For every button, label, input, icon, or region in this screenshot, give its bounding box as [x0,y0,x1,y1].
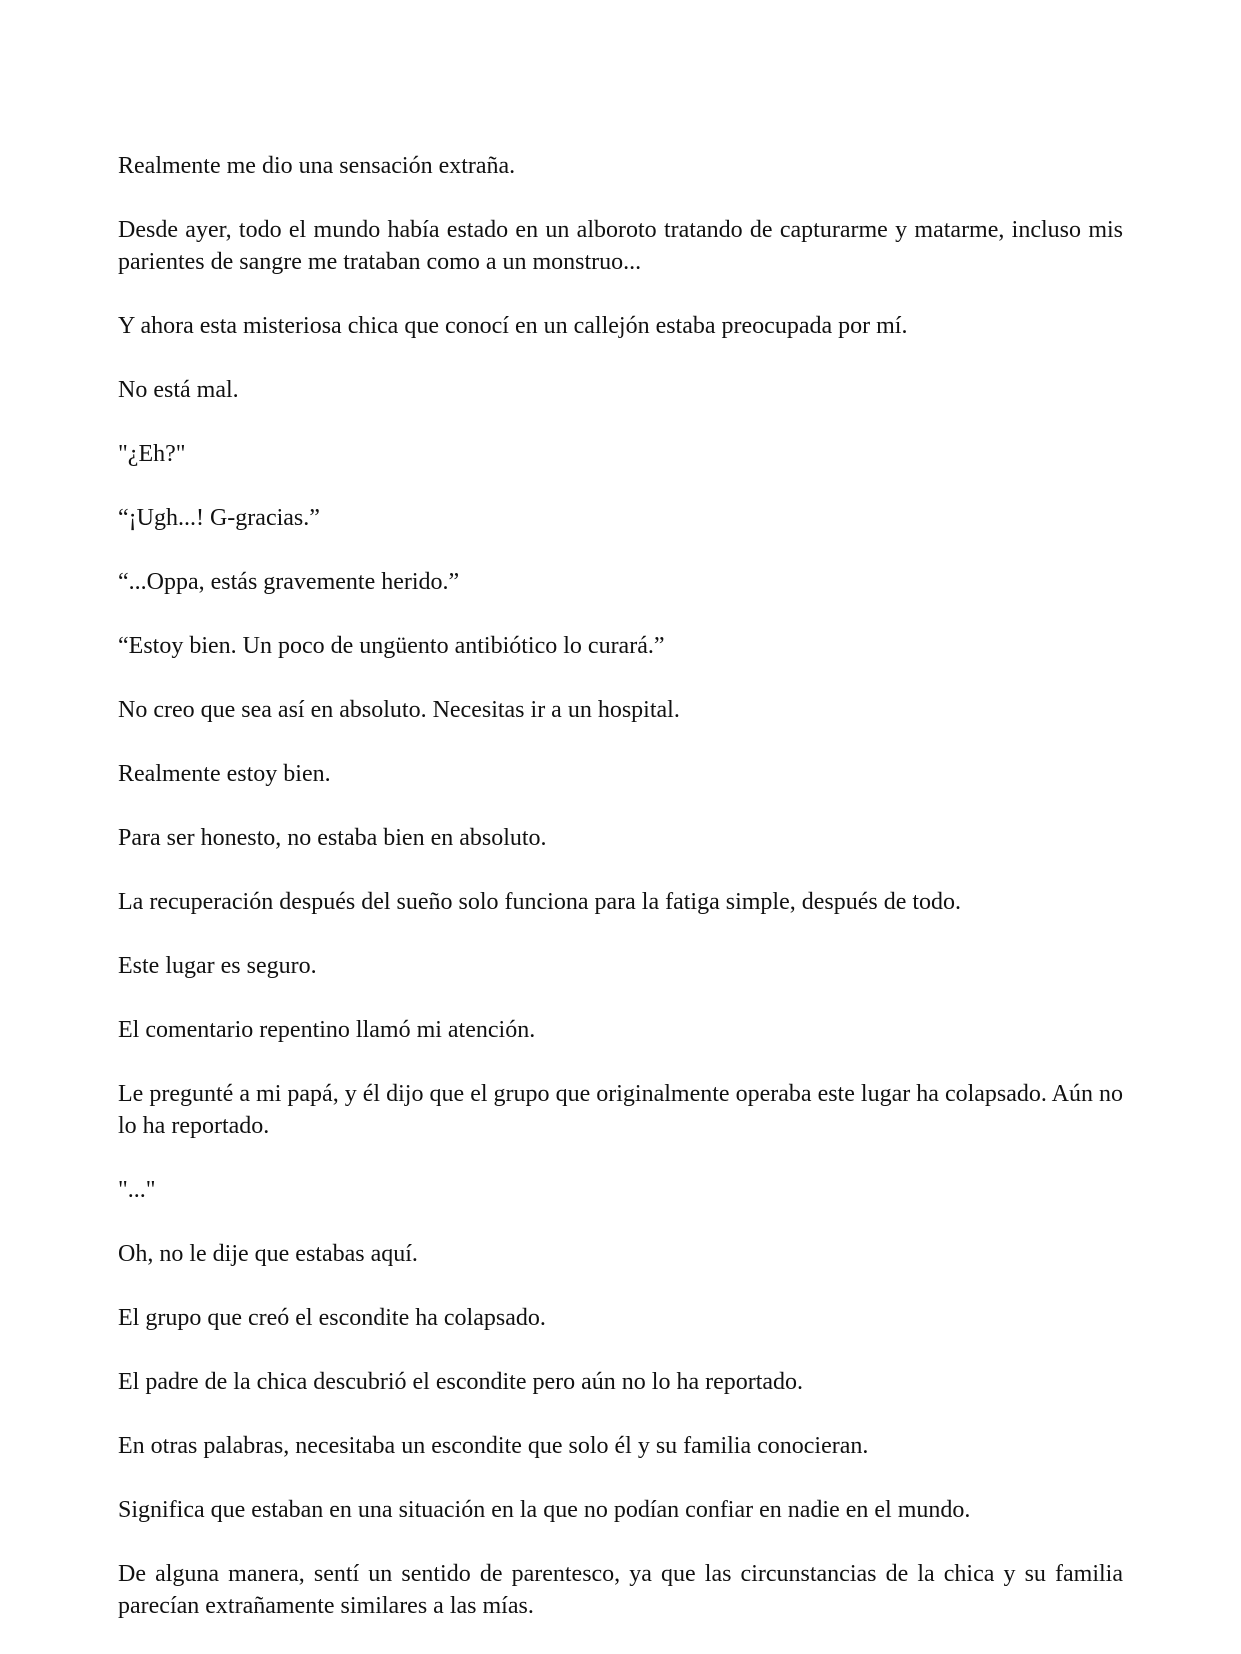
paragraph: Significa que estaban en una situación en la que no podían confiar en nadie en el mundo. [118,1497,971,1523]
paragraph: "..." [118,1177,156,1203]
paragraph: “¡Ugh...! G-gracias.” [118,505,320,531]
paragraph: No creo que sea así en absoluto. Necesitas ir a un hospital. [118,697,680,723]
paragraph: "¿Eh?" [118,441,186,467]
paragraph: El grupo que creó el escondite ha colapsado. [118,1305,546,1331]
paragraph: No está mal. [118,377,239,403]
paragraph: El comentario repentino llamó mi atención. [118,1017,536,1043]
paragraph: El padre de la chica descubrió el escondite pero aún no lo ha reportado. [118,1369,804,1395]
document-page [118,150,1123,1654]
paragraph: Este lugar es seguro. [118,953,317,979]
paragraph: Oh, no le dije que estabas aquí. [118,1241,418,1267]
paragraph: Y ahora esta misteriosa chica que conocí en un callejón estaba preocupada por mí. [118,313,908,339]
paragraph: En otras palabras, necesitaba un escondite que solo él y su familia conocieran. [118,1433,869,1459]
paragraph: Para ser honesto, no estaba bien en absoluto. [118,825,547,851]
paragraph: Realmente estoy bien. [118,761,331,787]
paragraph: Le pregunté a mi papá, y él dijo que el grupo que originalmente operaba este lugar ha colapsado. Aún no lo ha reportado. [118,1081,1123,1139]
paragraph: Desde ayer, todo el mundo había estado en un alboroto tratando de capturarme y matarme, incluso mis parientes de sangre me trataban como a un monstruo... [118,217,1123,275]
paragraph: “...Oppa, estás gravemente herido.” [118,569,460,595]
paragraph: “Estoy bien. Un poco de ungüento antibiótico lo curará.” [118,633,665,659]
paragraph: Realmente me dio una sensación extraña. [118,153,516,179]
paragraph: La recuperación después del sueño solo funciona para la fatiga simple, después de todo. [118,889,962,915]
paragraph: De alguna manera, sentí un sentido de parentesco, ya que las circunstancias de la chica y su familia parecían extrañamente similares a las mías. [118,1561,1123,1619]
